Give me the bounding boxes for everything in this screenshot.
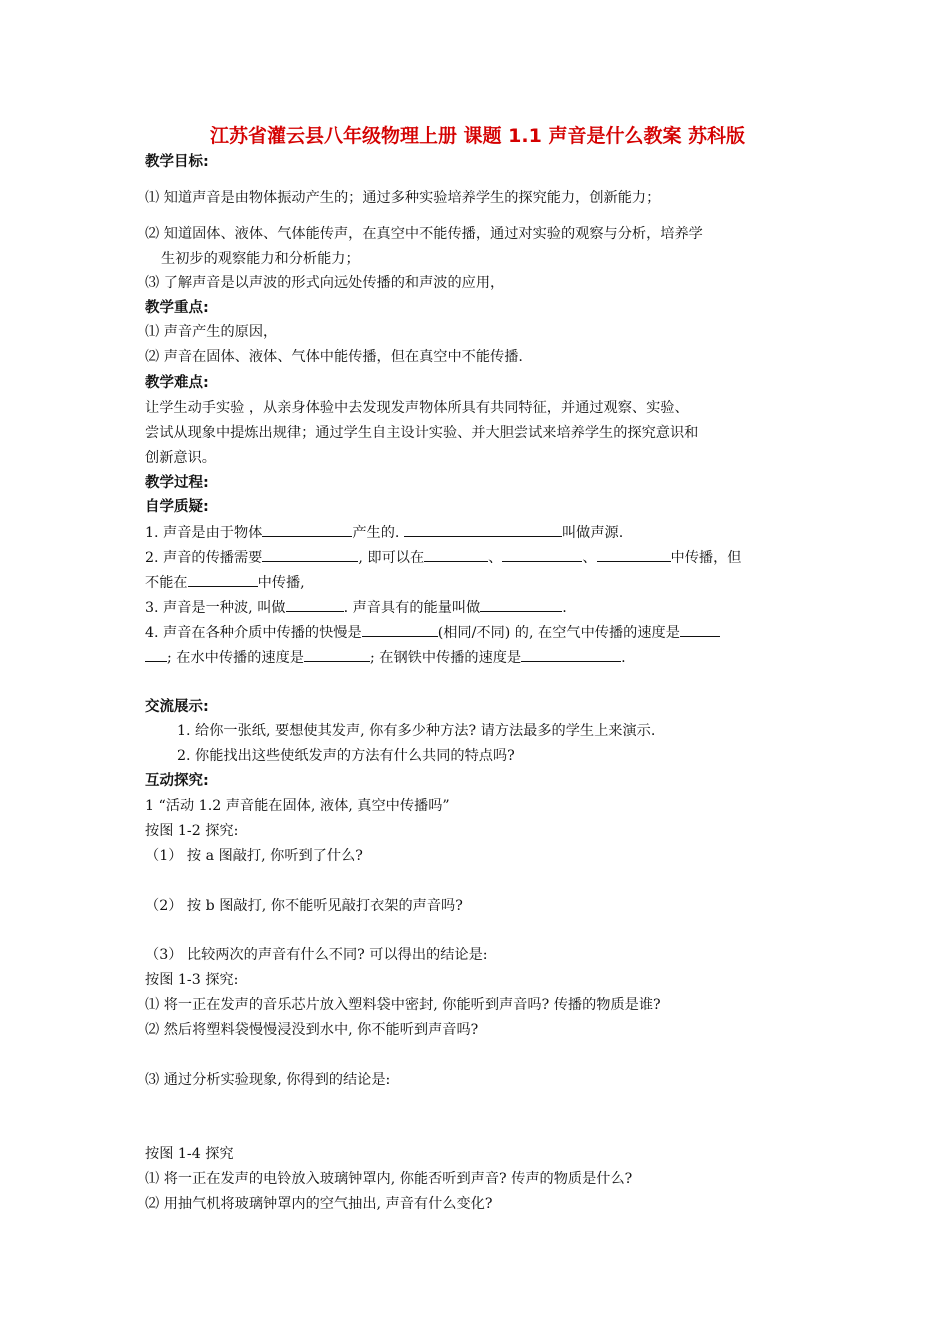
key-point-1: ⑴ 声音产生的原因，: [145, 324, 278, 340]
blank[interactable]: [480, 597, 562, 612]
difficulty-line-3: 创新意识。: [145, 450, 216, 466]
share-heading: 交流展示:: [145, 699, 209, 715]
figure-1-3-item-2: ⑵ 然后将塑料袋慢慢浸没到水中, 你不能听到声音吗?: [145, 1022, 479, 1038]
figure-1-2-item-2: （2） 按 b 图敲打, 你不能听见敲打衣架的声音吗?: [145, 898, 463, 914]
share-2: 2. 你能找出这些使纸发声的方法有什么共同的特点吗?: [177, 748, 515, 764]
figure-1-2-item-3: （3） 比较两次的声音有什么不同? 可以得出的结论是:: [145, 947, 488, 963]
question-2-cont: 不能在 中传播,: [145, 572, 305, 593]
activity-1: 1 “活动 1.2 声音能在固体, 液体, 真空中传播吗”: [145, 798, 450, 814]
goal-3: ⑶ 了解声音是以声波的形式向远处传播的和声波的应用，: [145, 275, 505, 291]
figure-1-3-item-3: ⑶ 通过分析实验现象, 你得到的结论是:: [145, 1072, 391, 1088]
blank[interactable]: [404, 522, 562, 537]
figure-1-2-heading: 按图 1-2 探究:: [145, 823, 239, 839]
question-4-cont: ; 在水中传播的速度是 ; 在钢铁中传播的速度是 .: [145, 647, 626, 668]
process-heading: 教学过程:: [145, 475, 209, 491]
blank[interactable]: [424, 547, 488, 562]
goal-1: ⑴ 知道声音是由物体振动产生的；通过多种实验培养学生的探究能力，创新能力；: [145, 190, 661, 206]
blank[interactable]: [521, 647, 621, 662]
question-4: 4. 声音在各种介质中传播的快慢是 (相同/不同) 的, 在空气中传播的速度是: [145, 622, 720, 643]
figure-1-3-item-1: ⑴ 将一正在发声的音乐芯片放入塑料袋中密封, 你能听到声音吗? 传播的物质是谁?: [145, 997, 661, 1013]
difficulties-heading: 教学难点:: [145, 375, 209, 391]
share-1: 1. 给你一张纸, 要想使其发声, 你有多少种方法? 请方法最多的学生上来演示.: [177, 723, 656, 739]
key-points-heading: 教学重点:: [145, 300, 209, 316]
blank[interactable]: [304, 647, 370, 662]
key-point-2: ⑵ 声音在固体、液体、气体中能传播，但在真空中不能传播.: [145, 349, 523, 365]
difficulty-line-2: 尝试从现象中提炼出规律；通过学生自主设计实验、并大胆尝试来培养学生的探究意识和: [145, 425, 699, 441]
question-3: 3. 声音是一种波, 叫做 . 声音具有的能量叫做 .: [145, 597, 567, 618]
blank[interactable]: [502, 547, 582, 562]
blank[interactable]: [362, 622, 438, 637]
figure-1-2-item-1: （1） 按 a 图敲打, 你听到了什么?: [145, 848, 363, 864]
figure-1-3-heading: 按图 1-3 探究:: [145, 972, 239, 988]
figure-1-4-item-1: ⑴ 将一正在发声的电铃放入玻璃钟罩内, 你能否听到声音? 传声的物质是什么?: [145, 1171, 633, 1187]
blank[interactable]: [680, 622, 720, 637]
goal-2b: 生初步的观察能力和分析能力；: [161, 251, 360, 267]
figure-1-4-heading: 按图 1-4 探究: [145, 1146, 234, 1162]
difficulty-line-1: 让学生动手实验 ，从亲身体验中去发现发声物体所具有共同特征，并通过观察、实验、: [145, 400, 689, 416]
figure-1-4-item-2: ⑵ 用抽气机将玻璃钟罩内的空气抽出, 声音有什么变化?: [145, 1196, 493, 1212]
blank[interactable]: [262, 547, 358, 562]
interactive-heading: 互动探究:: [145, 773, 209, 789]
question-1: 1. 声音是由于物体 产生的. 叫做声源.: [145, 522, 623, 543]
question-2: 2. 声音的传播需要 , 即可以在 、 、 中传播，但: [145, 547, 742, 568]
goals-heading: 教学目标:: [145, 154, 209, 170]
blank[interactable]: [286, 597, 344, 612]
blank[interactable]: [188, 572, 258, 587]
blank[interactable]: [597, 547, 671, 562]
blank[interactable]: [145, 647, 167, 662]
document-title: 江苏省灌云县八年级物理上册 课题 1.1 声音是什么教案 苏科版: [209, 125, 746, 147]
goal-2a: ⑵ 知道固体、液体、气体能传声，在真空中不能传播，通过对实验的观察与分析，培养学: [145, 226, 703, 242]
self-study-heading: 自学质疑:: [145, 499, 209, 515]
blank[interactable]: [262, 522, 352, 537]
